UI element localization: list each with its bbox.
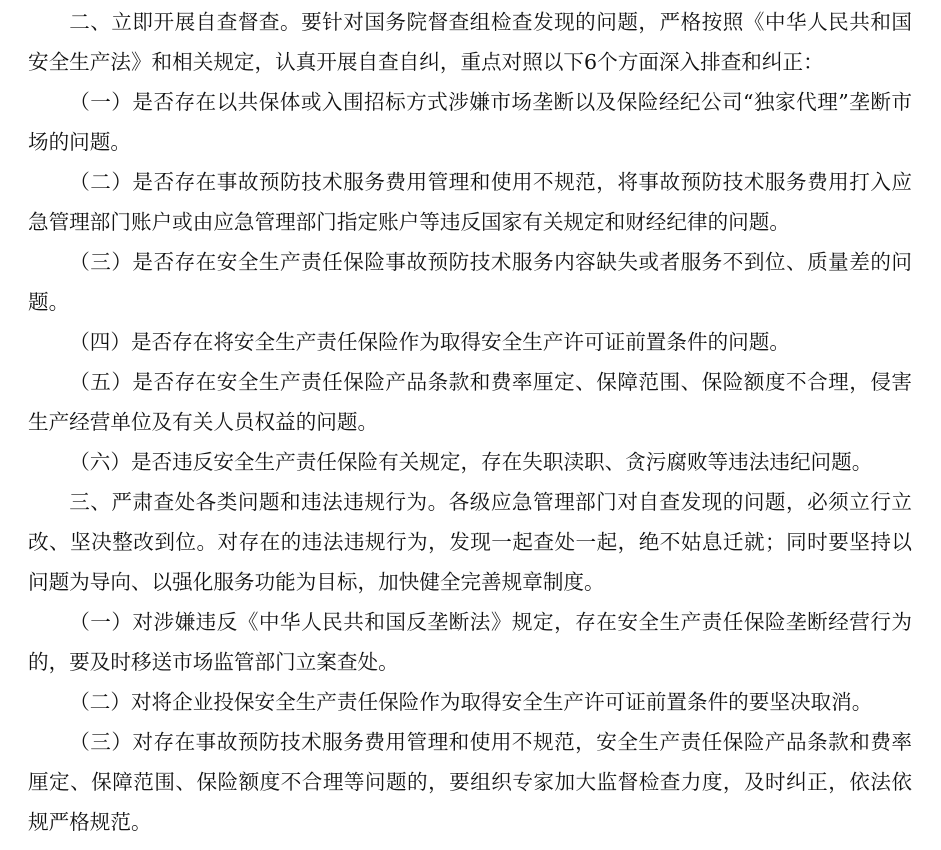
item-five-product-terms: （五）是否存在安全生产责任保险产品条款和费率厘定、保障范围、保险额度不合理，侵害生产经营单位及有关人员权益的问题。	[28, 370, 912, 434]
item-three-service-quality: （三）是否存在安全生产责任保险事故预防技术服务内容缺失或者服务不到位、质量差的问题。	[28, 250, 912, 314]
item-six-violations: （六）是否违反安全生产责任保险有关规定，存在失职渎职、贪污腐败等违法违纪问题。	[69, 450, 873, 474]
section-three-heading: 三、严肃查处各类问题和违法违规行为。各级应急管理部门对自查发现的问题，必须立行立改、坚决整改到位。对存在的违法违规行为，发现一起查处一起，绝不姑息迁就；同时要坚持以问题为导向、以强化服务功能为目标，加快健全完善规章制度。	[28, 490, 912, 594]
measure-two-cancel-precondition: （二）对将企业投保安全生产责任保险作为取得安全生产许可证前置条件的要坚决取消。	[69, 690, 873, 714]
measure-three-supervision: （三）对存在事故预防技术服务费用管理和使用不规范，安全生产责任保险产品条款和费率厘定、保障范围、保险额度不合理等问题的，要组织专家加大监督检查力度，及时纠正，依法依规严格规范。	[28, 730, 912, 834]
section-two-heading: 二、立即开展自查督查。要针对国务院督查组检查发现的问题，严格按照《中华人民共和国安全生产法》和相关规定，认真开展自查自纠，重点对照以下6个方面深入排查和纠正：	[28, 10, 912, 74]
measure-one-antimonopoly: （一）对涉嫌违反《中华人民共和国反垄断法》规定，存在安全生产责任保险垄断经营行为的，要及时移送市场监管部门立案查处。	[28, 610, 912, 674]
item-two-service-fees: （二）是否存在事故预防技术服务费用管理和使用不规范，将事故预防技术服务费用打入应急管理部门账户或由应急管理部门指定账户等违反国家有关规定和财经纪律的问题。	[28, 170, 912, 234]
item-one-market-monopoly: （一）是否存在以共保体或入围招标方式涉嫌市场垄断以及保险经纪公司“独家代理”垄断市场的问题。	[28, 90, 912, 154]
item-four-license-precondition: （四）是否存在将安全生产责任保险作为取得安全生产许可证前置条件的问题。	[69, 330, 790, 354]
document-body	[28, 0, 912, 842]
